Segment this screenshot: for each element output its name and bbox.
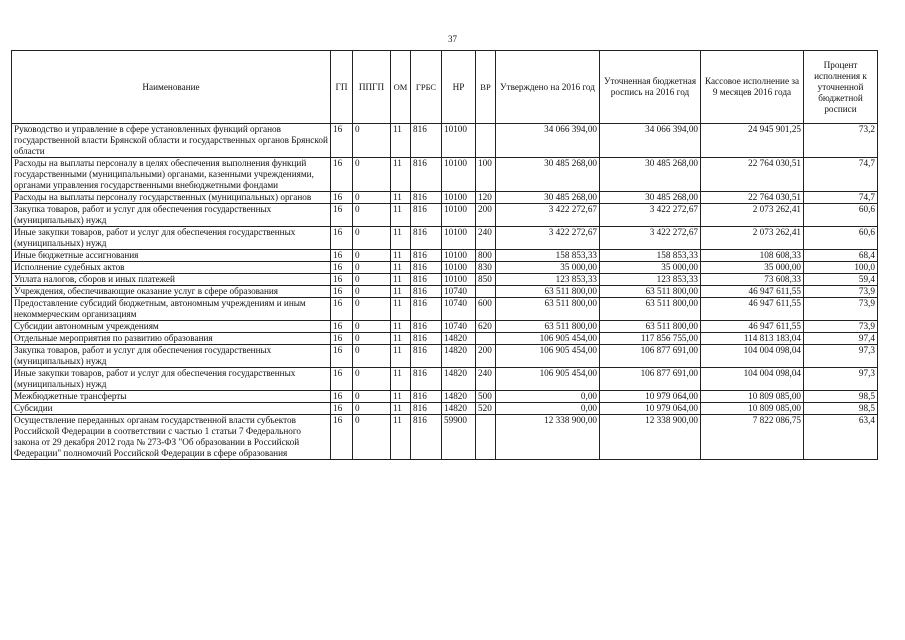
- cell-vr: 200: [476, 204, 496, 227]
- cell-ppgp: 0: [353, 158, 391, 192]
- cell-name: Предоставление субсидий бюджетным, автономным учреждениям и иным некоммерческим организациям: [12, 298, 331, 321]
- cell-grbs: 816: [411, 368, 442, 391]
- cell-approved: 63 511 800,00: [496, 298, 600, 321]
- cell-name: Руководство и управление в сфере установленных функций органов государственной власти Брянской области и государственных органов Брянской области: [12, 124, 331, 158]
- cell-om: 11: [391, 286, 411, 298]
- table-row: [12, 298, 878, 321]
- cell-vr: 240: [476, 227, 496, 250]
- cell-approved: 63 511 800,00: [496, 286, 600, 298]
- cell-cash: 104 004 098,04: [701, 345, 804, 368]
- cell-approved: 30 485 268,00: [496, 192, 600, 204]
- cell-gp: 16: [331, 345, 353, 368]
- cell-name: Иные бюджетные ассигнования: [12, 250, 331, 262]
- cell-name: Субсидии: [12, 403, 331, 415]
- cell-cash: 10 809 085,00: [701, 391, 804, 403]
- cell-cash: 46 947 611,55: [701, 298, 804, 321]
- cell-ppgp: 0: [353, 391, 391, 403]
- cell-vr: 600: [476, 298, 496, 321]
- cell-gp: 16: [331, 391, 353, 403]
- cell-refined: 10 979 064,00: [600, 391, 701, 403]
- cell-om: 11: [391, 333, 411, 345]
- cell-vr: 100: [476, 158, 496, 192]
- table-header-row: [12, 51, 878, 124]
- cell-cash: 2 073 262,41: [701, 204, 804, 227]
- cell-name: Субсидии автономным учреждениям: [12, 321, 331, 333]
- cell-grbs: 816: [411, 298, 442, 321]
- cell-nr: 59900: [442, 415, 476, 460]
- cell-vr: [476, 415, 496, 460]
- cell-approved: 106 905 454,00: [496, 345, 600, 368]
- cell-percent: 60,6: [804, 204, 878, 227]
- table-row: [12, 262, 878, 274]
- cell-vr: 120: [476, 192, 496, 204]
- cell-percent: 68,4: [804, 250, 878, 262]
- cell-nr: 10740: [442, 321, 476, 333]
- cell-cash: 108 608,33: [701, 250, 804, 262]
- cell-approved: 158 853,33: [496, 250, 600, 262]
- cell-percent: 74,7: [804, 192, 878, 204]
- cell-refined: 106 877 691,00: [600, 368, 701, 391]
- cell-percent: 60,6: [804, 227, 878, 250]
- cell-percent: 97,3: [804, 345, 878, 368]
- cell-name: Расходы на выплаты персоналу в целях обеспечения выполнения функций государственными (муниципальными) органами, казенными учреждениями, органами управления государственными внебюджетными фондами: [12, 158, 331, 192]
- cell-om: 11: [391, 274, 411, 286]
- cell-om: 11: [391, 262, 411, 274]
- cell-nr: 14820: [442, 403, 476, 415]
- cell-vr: 800: [476, 250, 496, 262]
- cell-approved: 35 000,00: [496, 262, 600, 274]
- cell-refined: 63 511 800,00: [600, 298, 701, 321]
- cell-name: Расходы на выплаты персоналу государственных (муниципальных) органов: [12, 192, 331, 204]
- cell-cash: 46 947 611,55: [701, 286, 804, 298]
- cell-approved: 34 066 394,00: [496, 124, 600, 158]
- cell-nr: 14820: [442, 391, 476, 403]
- cell-grbs: 816: [411, 415, 442, 460]
- table-row: [12, 415, 878, 460]
- cell-ppgp: 0: [353, 333, 391, 345]
- cell-name: Межбюджетные трансферты: [12, 391, 331, 403]
- cell-cash: 22 764 030,51: [701, 158, 804, 192]
- table-body: [12, 124, 878, 460]
- cell-om: 11: [391, 204, 411, 227]
- cell-nr: 10100: [442, 274, 476, 286]
- cell-percent: 98,5: [804, 403, 878, 415]
- cell-percent: 63,4: [804, 415, 878, 460]
- cell-gp: 16: [331, 158, 353, 192]
- cell-name: Исполнение судебных актов: [12, 262, 331, 274]
- cell-name: Иные закупки товаров, работ и услуг для обеспечения государственных (муниципальных) нужд: [12, 368, 331, 391]
- cell-gp: 16: [331, 298, 353, 321]
- cell-percent: 100,0: [804, 262, 878, 274]
- cell-ppgp: 0: [353, 227, 391, 250]
- cell-refined: 10 979 064,00: [600, 403, 701, 415]
- cell-ppgp: 0: [353, 286, 391, 298]
- header-name: Наименование: [12, 51, 331, 124]
- cell-percent: 98,5: [804, 391, 878, 403]
- cell-approved: 123 853,33: [496, 274, 600, 286]
- cell-nr: 10740: [442, 298, 476, 321]
- table-row: [12, 250, 878, 262]
- table-row: [12, 227, 878, 250]
- cell-refined: 63 511 800,00: [600, 321, 701, 333]
- table-row: [12, 391, 878, 403]
- cell-ppgp: 0: [353, 403, 391, 415]
- cell-ppgp: 0: [353, 250, 391, 262]
- budget-execution-table: [11, 50, 878, 460]
- cell-gp: 16: [331, 124, 353, 158]
- cell-percent: 97,3: [804, 368, 878, 391]
- cell-nr: 14820: [442, 368, 476, 391]
- cell-cash: 114 813 183,04: [701, 333, 804, 345]
- cell-vr: 200: [476, 345, 496, 368]
- cell-nr: 10100: [442, 227, 476, 250]
- table-row: [12, 124, 878, 158]
- cell-approved: 0,00: [496, 391, 600, 403]
- cell-refined: 63 511 800,00: [600, 286, 701, 298]
- cell-grbs: 816: [411, 391, 442, 403]
- cell-refined: 123 853,33: [600, 274, 701, 286]
- cell-gp: 16: [331, 204, 353, 227]
- cell-name: Закупка товаров, работ и услуг для обеспечения государственных (муниципальных) нужд: [12, 345, 331, 368]
- page-number: 37: [448, 34, 457, 44]
- header-approved: Утверждено на 2016 год: [496, 51, 600, 124]
- cell-vr: 830: [476, 262, 496, 274]
- cell-om: 11: [391, 250, 411, 262]
- header-percent: Процент исполнения к уточненной бюджетной росписи: [804, 51, 878, 124]
- cell-vr: 620: [476, 321, 496, 333]
- cell-grbs: 816: [411, 158, 442, 192]
- cell-nr: 10100: [442, 124, 476, 158]
- cell-gp: 16: [331, 227, 353, 250]
- cell-vr: 500: [476, 391, 496, 403]
- cell-refined: 34 066 394,00: [600, 124, 701, 158]
- cell-ppgp: 0: [353, 204, 391, 227]
- cell-gp: 16: [331, 415, 353, 460]
- cell-gp: 16: [331, 250, 353, 262]
- table-row: [12, 204, 878, 227]
- cell-nr: 10740: [442, 286, 476, 298]
- cell-name: Отдельные мероприятия по развитию образования: [12, 333, 331, 345]
- header-vr: ВР: [476, 51, 496, 124]
- cell-approved: 3 422 272,67: [496, 227, 600, 250]
- cell-grbs: 816: [411, 286, 442, 298]
- table-row: [12, 333, 878, 345]
- cell-ppgp: 0: [353, 368, 391, 391]
- cell-ppgp: 0: [353, 124, 391, 158]
- cell-cash: 7 822 086,75: [701, 415, 804, 460]
- cell-nr: 10100: [442, 250, 476, 262]
- cell-om: 11: [391, 124, 411, 158]
- cell-om: 11: [391, 321, 411, 333]
- cell-vr: [476, 333, 496, 345]
- cell-vr: [476, 124, 496, 158]
- cell-name: Уплата налогов, сборов и иных платежей: [12, 274, 331, 286]
- cell-om: 11: [391, 368, 411, 391]
- header-om: ОМ: [391, 51, 411, 124]
- cell-gp: 16: [331, 321, 353, 333]
- cell-refined: 117 856 755,00: [600, 333, 701, 345]
- cell-om: 11: [391, 227, 411, 250]
- cell-refined: 3 422 272,67: [600, 204, 701, 227]
- cell-gp: 16: [331, 192, 353, 204]
- cell-grbs: 816: [411, 321, 442, 333]
- cell-ppgp: 0: [353, 345, 391, 368]
- cell-refined: 3 422 272,67: [600, 227, 701, 250]
- cell-percent: 73,2: [804, 124, 878, 158]
- cell-refined: 35 000,00: [600, 262, 701, 274]
- cell-ppgp: 0: [353, 274, 391, 286]
- cell-name: Иные закупки товаров, работ и услуг для обеспечения государственных (муниципальных) нужд: [12, 227, 331, 250]
- table-row: [12, 192, 878, 204]
- cell-grbs: 816: [411, 274, 442, 286]
- cell-gp: 16: [331, 333, 353, 345]
- cell-percent: 59,4: [804, 274, 878, 286]
- cell-name: Закупка товаров, работ и услуг для обеспечения государственных (муниципальных) нужд: [12, 204, 331, 227]
- cell-om: 11: [391, 192, 411, 204]
- cell-nr: 10100: [442, 158, 476, 192]
- cell-grbs: 816: [411, 345, 442, 368]
- cell-ppgp: 0: [353, 415, 391, 460]
- cell-grbs: 816: [411, 192, 442, 204]
- cell-grbs: 816: [411, 250, 442, 262]
- cell-nr: 10100: [442, 192, 476, 204]
- table-row: [12, 274, 878, 286]
- header-grbs: ГРБС: [411, 51, 442, 124]
- cell-cash: 73 608,33: [701, 274, 804, 286]
- cell-grbs: 816: [411, 204, 442, 227]
- header-cash: Кассовое исполнение за 9 месяцев 2016 года: [701, 51, 804, 124]
- cell-ppgp: 0: [353, 298, 391, 321]
- cell-cash: 22 764 030,51: [701, 192, 804, 204]
- cell-ppgp: 0: [353, 262, 391, 274]
- cell-cash: 35 000,00: [701, 262, 804, 274]
- cell-vr: 240: [476, 368, 496, 391]
- header-ppgp: ППГП: [353, 51, 391, 124]
- cell-om: 11: [391, 391, 411, 403]
- cell-vr: 520: [476, 403, 496, 415]
- cell-om: 11: [391, 345, 411, 368]
- table-row: [12, 403, 878, 415]
- cell-om: 11: [391, 403, 411, 415]
- cell-approved: 106 905 454,00: [496, 333, 600, 345]
- cell-refined: 106 877 691,00: [600, 345, 701, 368]
- cell-nr: 10100: [442, 204, 476, 227]
- cell-nr: 14820: [442, 345, 476, 368]
- cell-percent: 73,9: [804, 321, 878, 333]
- cell-gp: 16: [331, 368, 353, 391]
- cell-refined: 30 485 268,00: [600, 158, 701, 192]
- cell-nr: 14820: [442, 333, 476, 345]
- cell-percent: 73,9: [804, 298, 878, 321]
- cell-grbs: 816: [411, 403, 442, 415]
- table-row: [12, 321, 878, 333]
- cell-approved: 106 905 454,00: [496, 368, 600, 391]
- table-row: [12, 345, 878, 368]
- cell-cash: 10 809 085,00: [701, 403, 804, 415]
- cell-percent: 97,4: [804, 333, 878, 345]
- cell-om: 11: [391, 158, 411, 192]
- cell-cash: 24 945 901,25: [701, 124, 804, 158]
- cell-grbs: 816: [411, 124, 442, 158]
- cell-grbs: 816: [411, 333, 442, 345]
- table-row: [12, 158, 878, 192]
- cell-ppgp: 0: [353, 192, 391, 204]
- cell-approved: 63 511 800,00: [496, 321, 600, 333]
- cell-approved: 30 485 268,00: [496, 158, 600, 192]
- cell-cash: 104 004 098,04: [701, 368, 804, 391]
- cell-nr: 10100: [442, 262, 476, 274]
- cell-cash: 46 947 611,55: [701, 321, 804, 333]
- cell-gp: 16: [331, 274, 353, 286]
- cell-refined: 30 485 268,00: [600, 192, 701, 204]
- cell-approved: 12 338 900,00: [496, 415, 600, 460]
- cell-approved: 3 422 272,67: [496, 204, 600, 227]
- table-row: [12, 286, 878, 298]
- cell-name: Осуществление переданных органам государственной власти субъектов Российской Федерации в соответствии с частью 1 статьи 7 Федерального закона от 29 декабря 2012 года № 273-ФЗ "Об образовании в Российской Федерации" полномочий Российской Федерации в сфере образования: [12, 415, 331, 460]
- cell-grbs: 816: [411, 227, 442, 250]
- table-row: [12, 368, 878, 391]
- cell-refined: 12 338 900,00: [600, 415, 701, 460]
- cell-percent: 74,7: [804, 158, 878, 192]
- cell-grbs: 816: [411, 262, 442, 274]
- cell-percent: 73,9: [804, 286, 878, 298]
- cell-vr: 850: [476, 274, 496, 286]
- cell-name: Учреждения, обеспечивающие оказание услуг в сфере образования: [12, 286, 331, 298]
- cell-vr: [476, 286, 496, 298]
- cell-om: 11: [391, 298, 411, 321]
- header-nr: НР: [442, 51, 476, 124]
- cell-refined: 158 853,33: [600, 250, 701, 262]
- cell-gp: 16: [331, 286, 353, 298]
- cell-gp: 16: [331, 403, 353, 415]
- cell-gp: 16: [331, 262, 353, 274]
- cell-approved: 0,00: [496, 403, 600, 415]
- cell-ppgp: 0: [353, 321, 391, 333]
- cell-cash: 2 073 262,41: [701, 227, 804, 250]
- header-refined: Уточненная бюджетная роспись на 2016 год: [600, 51, 701, 124]
- header-gp: ГП: [331, 51, 353, 124]
- cell-om: 11: [391, 415, 411, 460]
